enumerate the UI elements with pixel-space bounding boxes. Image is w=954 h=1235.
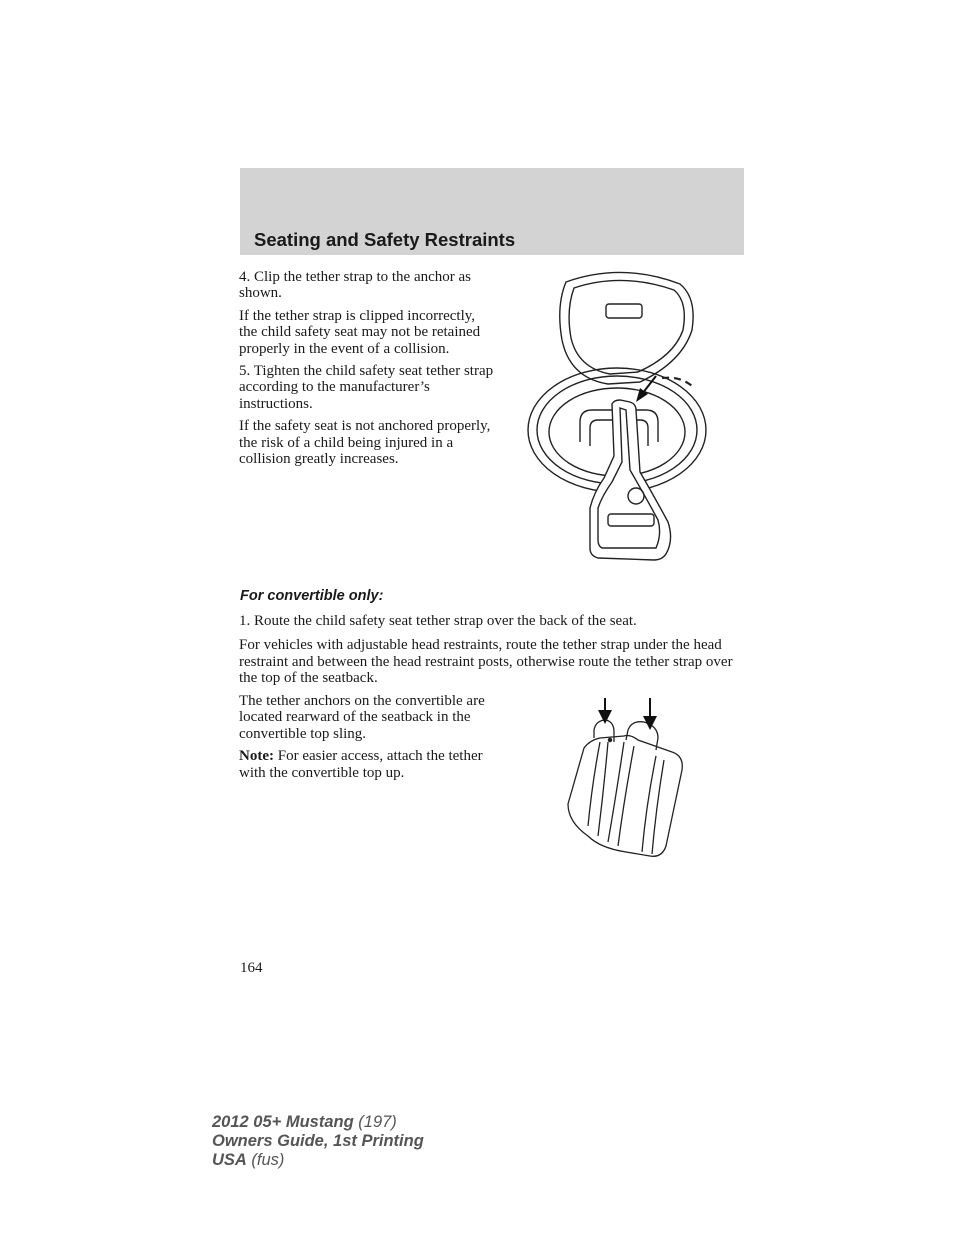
section-title: Seating and Safety Restraints [254, 229, 516, 250]
document-footer [212, 1113, 424, 1170]
section-header-band [240, 168, 744, 255]
easier-access-note [239, 748, 487, 781]
incorrect-clip-warning: If the tether strap is clipped incorrectly, the child safety seat may not be retained properly in the event of a collision. [239, 307, 481, 357]
tether-anchor-illustration [522, 270, 717, 565]
convertible-intro [239, 613, 744, 693]
footer-model-code: (197) [353, 1113, 397, 1131]
rear-seat-tether-illustration [560, 696, 690, 862]
step-5-text: 5. Tighten the child safety seat tether strap according to the manufacturer’s instructions. [239, 363, 494, 412]
anchor-location-text: The tether anchors on the convertible are located rearward of the seatback in the convertible top sling. [239, 693, 485, 742]
convertible-subheading: For convertible only: [240, 588, 384, 604]
footer-guide: Owners Guide, 1st Printing [212, 1132, 424, 1150]
head-restraint-routing: For vehicles with adjustable head restraints, route the tether strap under the head restraint and between the head restraint posts, otherwise route the tether strap over the top of the seatback. [239, 637, 733, 687]
convertible-anchor-column [239, 693, 487, 787]
tether-steps-column [239, 269, 497, 473]
footer-region-code: (fus) [246, 1151, 285, 1169]
note-label: Note: [239, 748, 274, 765]
note-text: For easier access, attach the tether with the convertible top up. [239, 748, 483, 781]
page-number: 164 [240, 960, 263, 976]
footer-model: 2012 05+ Mustang [212, 1113, 354, 1131]
anchor-warning: If the safety seat is not anchored properly, the risk of a child being injured in a collision greatly increases. [239, 418, 491, 468]
footer-region: USA [212, 1151, 247, 1169]
step-4-text: 4. Clip the tether strap to the anchor as shown. [239, 269, 472, 302]
convertible-step-1: 1. Route the child safety seat tether strap over the back of the seat. [239, 613, 637, 629]
